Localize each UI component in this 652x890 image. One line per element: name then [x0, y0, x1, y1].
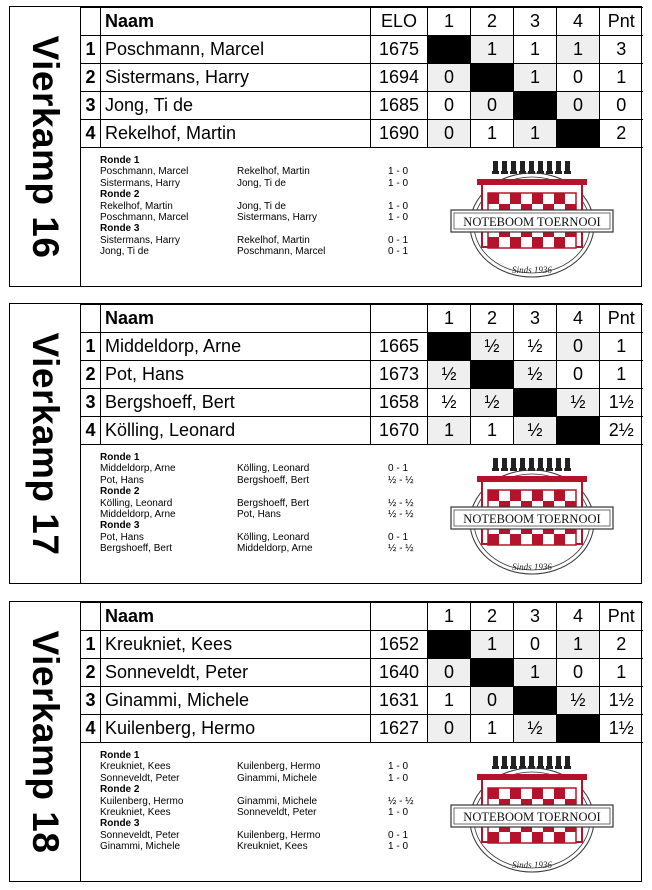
game-white: Middeldorp, Arne	[100, 463, 176, 475]
header-elo-empty	[371, 603, 428, 631]
header-col-1: 1	[428, 8, 471, 36]
header-col-1: 1	[428, 305, 471, 333]
game-white: Pot, Hans	[100, 531, 144, 543]
game-result: 0 - 1	[388, 246, 409, 258]
game-white: Poschmann, Marcel	[100, 211, 189, 223]
player-name: Kreukniet, Kees	[101, 631, 371, 659]
result-cell-self	[514, 92, 557, 120]
header-blank	[81, 305, 101, 333]
player-number: 2	[81, 361, 101, 389]
game-row	[100, 497, 414, 509]
game-white: Middeldorp, Arne	[100, 508, 176, 520]
header-col-2: 2	[471, 603, 514, 631]
player-elo: 1627	[371, 715, 428, 743]
game-result: 1 - 0	[388, 772, 409, 784]
game-row	[100, 841, 409, 853]
game-row	[100, 211, 409, 223]
game-result: 1 - 0	[388, 806, 409, 818]
game-result: ½ - ½	[388, 497, 414, 509]
table-header-row	[81, 305, 643, 333]
header-col-3: 3	[514, 8, 557, 36]
game-white: Poschmann, Marcel	[100, 166, 189, 178]
header-pnt: Pnt	[600, 603, 643, 631]
game-black: Jong, Ti de	[237, 200, 286, 212]
result-cell: 1	[557, 36, 600, 64]
game-result: 0 - 1	[388, 234, 409, 246]
game-row	[100, 234, 409, 246]
player-elo: 1631	[371, 687, 428, 715]
header-blank	[81, 603, 101, 631]
player-points: 1	[600, 64, 643, 92]
round-title: Ronde 2	[100, 486, 140, 498]
result-cell: 1	[514, 659, 557, 687]
result-cell-self	[514, 389, 557, 417]
group-title-text: Vierkamp 17	[25, 332, 66, 555]
game-result: ½ - ½	[388, 508, 414, 520]
noteboom-logo	[447, 155, 617, 285]
player-elo: 1658	[371, 389, 428, 417]
result-cell: 1	[514, 64, 557, 92]
group-title-text: Vierkamp 16	[25, 35, 66, 258]
game-white: Ginammi, Michele	[100, 841, 181, 853]
header-col-4: 4	[557, 603, 600, 631]
game-white: Sistermans, Harry	[100, 234, 181, 246]
game-white: Rekelhof, Martin	[100, 200, 173, 212]
player-name: Sonneveldt, Peter	[101, 659, 371, 687]
header-pnt: Pnt	[600, 305, 643, 333]
game-row	[100, 177, 409, 189]
result-cell: 1	[471, 36, 514, 64]
table-header-row	[81, 8, 643, 36]
player-elo: 1640	[371, 659, 428, 687]
group-title	[10, 602, 81, 881]
vierkamp-block	[9, 601, 642, 882]
player-points: 1	[600, 361, 643, 389]
game-white: Jong, Ti de	[100, 246, 149, 258]
game-black: Rekelhof, Martin	[237, 166, 310, 178]
result-cell: ½	[514, 333, 557, 361]
game-row	[100, 761, 409, 773]
player-row	[81, 36, 643, 64]
result-cell: 1	[514, 120, 557, 148]
result-cell: 1	[557, 631, 600, 659]
result-cell: ½	[514, 361, 557, 389]
game-white: Kuilenberg, Hermo	[100, 795, 184, 807]
game-result: 0 - 1	[388, 463, 409, 475]
round-title: Ronde 2	[100, 189, 140, 201]
player-name: Rekelhof, Martin	[101, 120, 371, 148]
game-black: Middeldorp, Arne	[237, 543, 313, 555]
result-cell: 0	[428, 120, 471, 148]
game-black: Bergshoeff, Bert	[237, 474, 310, 486]
result-cell: 1	[471, 715, 514, 743]
player-name: Sistermans, Harry	[101, 64, 371, 92]
game-row	[100, 166, 409, 178]
game-white: Kreukniet, Kees	[100, 761, 171, 773]
game-white: Sonneveldt, Peter	[100, 772, 180, 784]
header-col-1: 1	[428, 603, 471, 631]
header-elo-empty	[371, 305, 428, 333]
game-black: Rekelhof, Martin	[237, 234, 310, 246]
player-row	[81, 92, 643, 120]
player-number: 4	[81, 417, 101, 445]
result-cell: 0	[557, 361, 600, 389]
game-result: 1 - 0	[388, 841, 409, 853]
noteboom-logo	[447, 750, 617, 880]
player-elo: 1665	[371, 333, 428, 361]
header-blank	[81, 8, 101, 36]
player-name: Kölling, Leonard	[101, 417, 371, 445]
player-elo: 1670	[371, 417, 428, 445]
result-cell: 1	[471, 120, 514, 148]
player-elo: 1675	[371, 36, 428, 64]
round-title: Ronde 3	[100, 520, 140, 532]
player-row	[81, 417, 643, 445]
result-cell-self	[557, 120, 600, 148]
game-white: Sonneveldt, Peter	[100, 829, 180, 841]
game-white: Bergshoeff, Bert	[100, 543, 173, 555]
player-points: 1½	[600, 715, 643, 743]
game-black: Pot, Hans	[237, 508, 281, 520]
result-cell-self	[428, 36, 471, 64]
game-result: 1 - 0	[388, 166, 409, 178]
result-cell: 0	[557, 659, 600, 687]
round-title: Ronde 1	[100, 452, 140, 463]
game-row	[100, 531, 409, 543]
game-black: Kölling, Leonard	[237, 531, 310, 543]
result-cell: 0	[557, 333, 600, 361]
player-elo: 1690	[371, 120, 428, 148]
result-cell: ½	[557, 687, 600, 715]
standings-table	[80, 602, 643, 743]
game-result: 0 - 1	[388, 829, 409, 841]
result-cell: 1	[471, 631, 514, 659]
result-cell-self	[557, 715, 600, 743]
result-cell: 0	[514, 631, 557, 659]
game-black: Jong, Ti de	[237, 177, 286, 189]
result-cell-self	[471, 361, 514, 389]
game-result: ½ - ½	[388, 543, 414, 555]
header-naam: Naam	[101, 305, 371, 333]
game-white: Kreukniet, Kees	[100, 806, 171, 818]
player-number: 1	[81, 333, 101, 361]
player-elo: 1694	[371, 64, 428, 92]
player-points: 1	[600, 333, 643, 361]
player-elo: 1685	[371, 92, 428, 120]
player-points: 1½	[600, 389, 643, 417]
header-col-3: 3	[514, 305, 557, 333]
group-title	[10, 7, 81, 286]
player-row	[81, 361, 643, 389]
header-naam: Naam	[101, 603, 371, 631]
game-black: Kölling, Leonard	[237, 463, 310, 475]
player-number: 4	[81, 715, 101, 743]
round-title: Ronde 3	[100, 223, 140, 235]
game-black: Sistermans, Harry	[237, 211, 318, 223]
header-col-2: 2	[471, 305, 514, 333]
game-row	[100, 246, 409, 258]
header-naam: Naam	[101, 8, 371, 36]
result-cell: 0	[428, 92, 471, 120]
game-black: Bergshoeff, Bert	[237, 497, 310, 509]
player-name: Bergshoeff, Bert	[101, 389, 371, 417]
player-points: 1	[600, 659, 643, 687]
player-points: 2½	[600, 417, 643, 445]
game-result: ½ - ½	[388, 474, 414, 486]
player-row	[81, 659, 643, 687]
result-cell: 1	[471, 417, 514, 445]
logo-since-text: Sinds 1936	[512, 265, 552, 275]
player-row	[81, 715, 643, 743]
game-result: 0 - 1	[388, 531, 409, 543]
player-row	[81, 389, 643, 417]
game-black: Kuilenberg, Hermo	[237, 761, 321, 773]
rounds-list	[100, 452, 414, 555]
game-black: Kreukniet, Kees	[237, 841, 308, 853]
standings-table	[80, 304, 643, 445]
result-cell: 1	[514, 36, 557, 64]
result-cell-self	[514, 687, 557, 715]
header-pnt: Pnt	[600, 8, 643, 36]
game-row	[100, 200, 409, 212]
game-white: Sistermans, Harry	[100, 177, 181, 189]
result-cell: ½	[428, 389, 471, 417]
header-col-4: 4	[557, 8, 600, 36]
player-name: Middeldorp, Arne	[101, 333, 371, 361]
game-white: Pot, Hans	[100, 474, 144, 486]
player-row	[81, 687, 643, 715]
game-white: Kölling, Leonard	[100, 497, 173, 509]
result-cell-self	[428, 631, 471, 659]
player-number: 2	[81, 659, 101, 687]
game-result: 1 - 0	[388, 761, 409, 773]
result-cell: ½	[471, 389, 514, 417]
vierkamp-block	[9, 303, 642, 584]
player-points: 0	[600, 92, 643, 120]
round-title: Ronde 1	[100, 155, 140, 166]
result-cell: 0	[428, 64, 471, 92]
player-number: 2	[81, 64, 101, 92]
result-cell-self	[471, 64, 514, 92]
game-result: ½ - ½	[388, 795, 414, 807]
game-row	[100, 463, 409, 475]
game-row	[100, 474, 414, 486]
result-cell: 1	[428, 687, 471, 715]
player-name: Pot, Hans	[101, 361, 371, 389]
standings-table	[80, 7, 643, 148]
player-number: 1	[81, 36, 101, 64]
result-cell: ½	[514, 715, 557, 743]
game-row	[100, 829, 409, 841]
logo-banner-text: NOTEBOOM TOERNOOI	[463, 512, 601, 526]
vierkamp-block	[9, 6, 642, 287]
player-number: 3	[81, 687, 101, 715]
player-points: 2	[600, 631, 643, 659]
logo-since-text: Sinds 1936	[512, 562, 552, 572]
header-col-2: 2	[471, 8, 514, 36]
round-title: Ronde 1	[100, 750, 140, 761]
player-name: Ginammi, Michele	[101, 687, 371, 715]
result-cell: 0	[557, 92, 600, 120]
player-elo: 1673	[371, 361, 428, 389]
result-cell-self	[428, 333, 471, 361]
player-points: 1½	[600, 687, 643, 715]
player-name: Jong, Ti de	[101, 92, 371, 120]
player-number: 1	[81, 631, 101, 659]
game-row	[100, 772, 409, 784]
logo-since-text: Sinds 1936	[512, 860, 552, 870]
result-cell: 0	[471, 92, 514, 120]
header-elo: ELO	[371, 8, 428, 36]
result-cell: 1	[428, 417, 471, 445]
header-col-4: 4	[557, 305, 600, 333]
group-title-text: Vierkamp 18	[25, 630, 66, 853]
rounds-list	[100, 750, 414, 853]
game-result: 1 - 0	[388, 211, 409, 223]
player-number: 3	[81, 389, 101, 417]
player-name: Poschmann, Marcel	[101, 36, 371, 64]
game-black: Ginammi, Michele	[237, 795, 318, 807]
game-black: Sonneveldt, Peter	[237, 806, 317, 818]
header-col-3: 3	[514, 603, 557, 631]
game-result: 1 - 0	[388, 200, 409, 212]
player-row	[81, 333, 643, 361]
result-cell: 0	[428, 659, 471, 687]
result-cell: ½	[471, 333, 514, 361]
result-cell: 0	[471, 687, 514, 715]
player-name: Kuilenberg, Hermo	[101, 715, 371, 743]
player-number: 3	[81, 92, 101, 120]
rounds-list	[100, 155, 409, 258]
game-black: Ginammi, Michele	[237, 772, 318, 784]
game-black: Kuilenberg, Hermo	[237, 829, 321, 841]
logo-banner-text: NOTEBOOM TOERNOOI	[463, 215, 601, 229]
player-row	[81, 64, 643, 92]
player-points: 2	[600, 120, 643, 148]
game-row	[100, 508, 414, 520]
game-result: 1 - 0	[388, 177, 409, 189]
round-title: Ronde 2	[100, 784, 140, 796]
noteboom-logo	[447, 452, 617, 582]
player-elo: 1652	[371, 631, 428, 659]
result-cell: ½	[428, 361, 471, 389]
game-black: Poschmann, Marcel	[237, 246, 326, 258]
group-title	[10, 304, 81, 583]
result-cell-self	[557, 417, 600, 445]
player-row	[81, 120, 643, 148]
result-cell: ½	[557, 389, 600, 417]
result-cell: ½	[514, 417, 557, 445]
game-row	[100, 806, 409, 818]
player-row	[81, 631, 643, 659]
result-cell-self	[471, 659, 514, 687]
logo-banner-text: NOTEBOOM TOERNOOI	[463, 810, 601, 824]
player-number: 4	[81, 120, 101, 148]
round-title: Ronde 3	[100, 818, 140, 830]
result-cell: 0	[428, 715, 471, 743]
game-row	[100, 795, 414, 807]
game-row	[100, 543, 414, 555]
table-header-row	[81, 603, 643, 631]
result-cell: 0	[557, 64, 600, 92]
player-points: 3	[600, 36, 643, 64]
